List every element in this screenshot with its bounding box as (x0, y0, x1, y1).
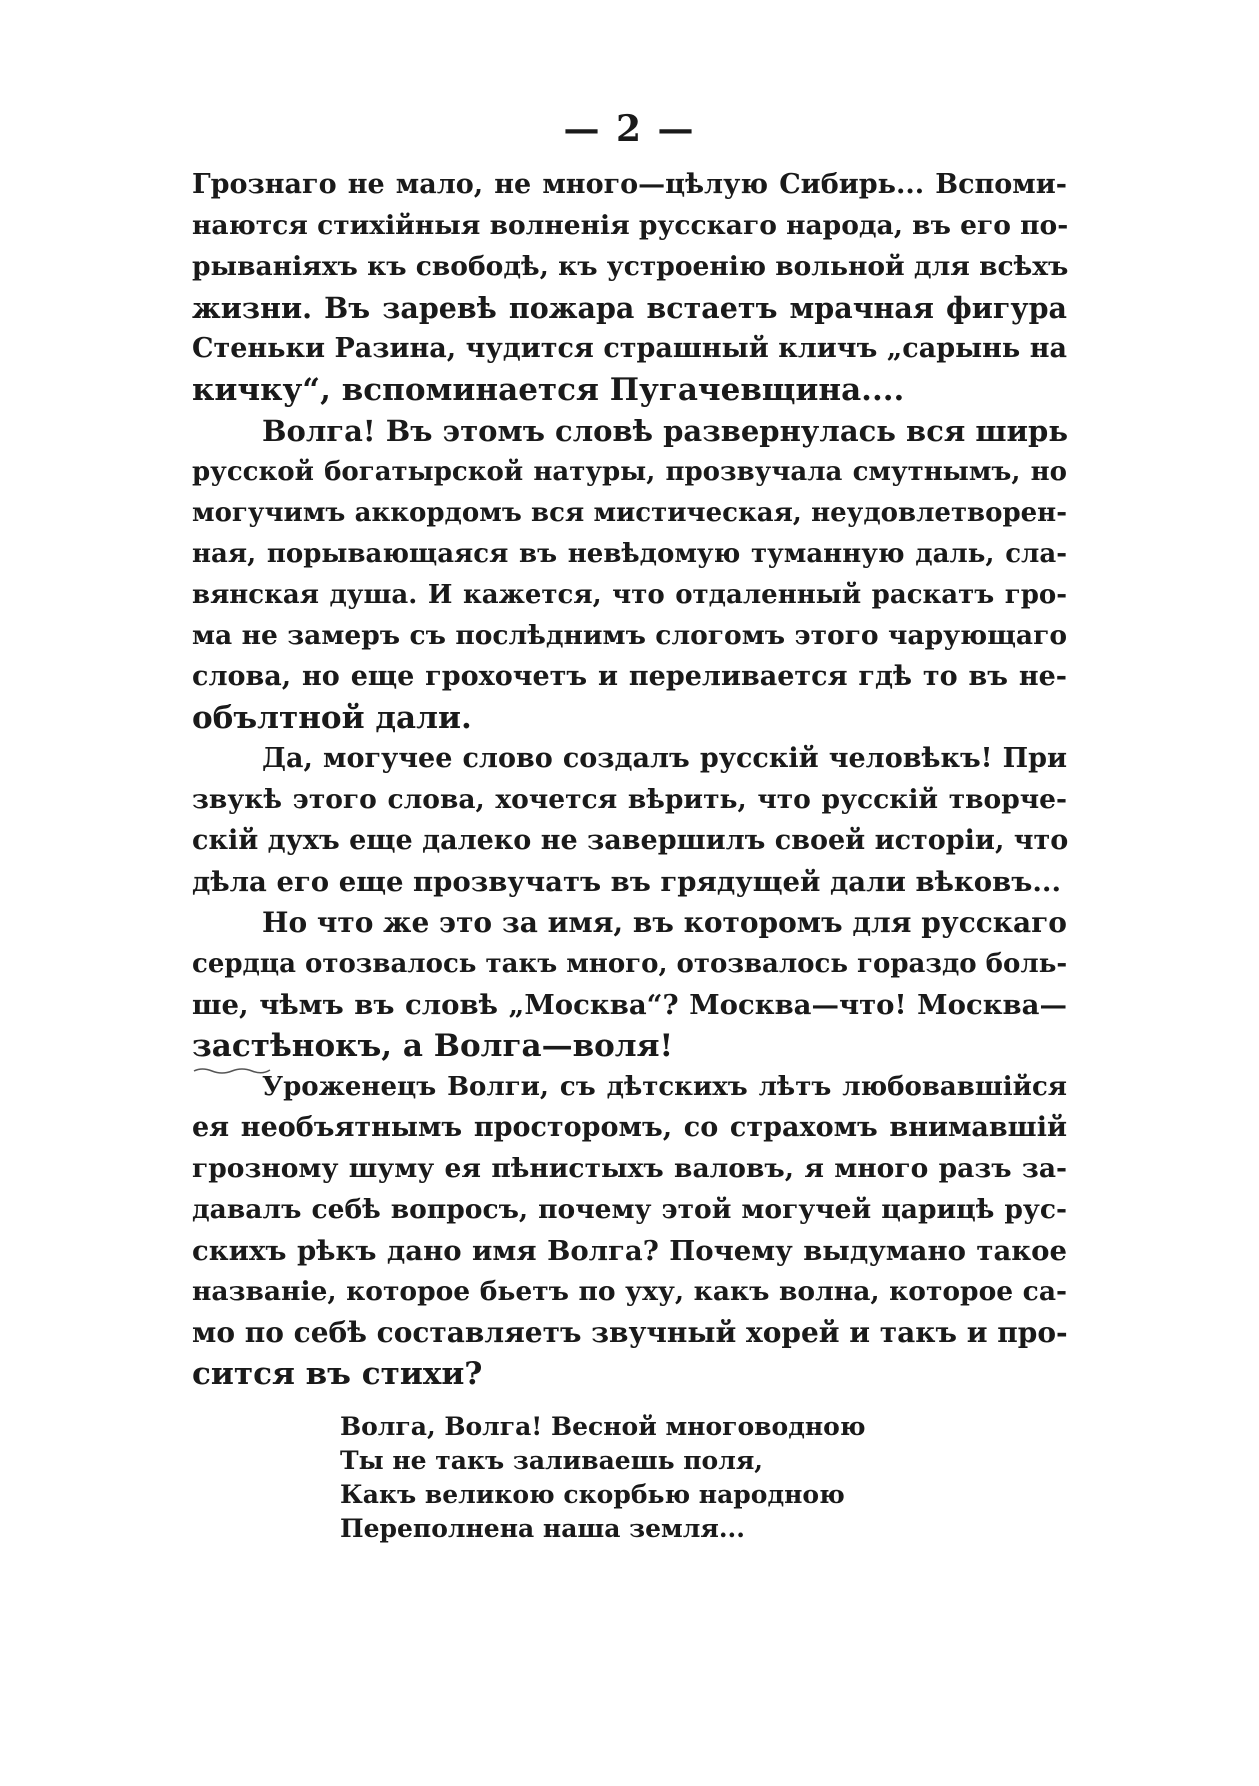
text-line: скихъ рѣкъ дано имя Волга? Почему выдумано такое (192, 1235, 1067, 1267)
text-line: грозному шуму ея пѣнистыхъ валовъ, я много разъ за- (192, 1153, 1067, 1184)
text-line: слова, но еще грохочетъ и переливается гдѣ то въ не- (192, 661, 1067, 692)
text-line: обълтной дали. (192, 700, 472, 736)
text-line: рываніяхъ къ свободѣ, къ устроенію вольной для всѣхъ (192, 251, 1069, 282)
text-line: кичку“, вспоминается Пугачевщина.... (192, 372, 905, 408)
text-line: жизни. Въ заревѣ пожара встаетъ мрачная фигура (192, 291, 1067, 325)
text-line: ма не замеръ съ послѣднимъ слогомъ этого чарующаго (192, 620, 1067, 651)
text-line: застѣнокъ, а Волга—воля! (192, 1028, 674, 1064)
text-line: наются стихійныя волненія русскаго народа, въ его по- (192, 210, 1069, 241)
text-line: русской богатырской натуры, прозвучала смутнымъ, но (192, 457, 1067, 487)
text-line: мо по себѣ составляетъ звучный хорей и такъ и про- (192, 1316, 1068, 1349)
text-line: ная, порывающаяся въ невѣдомую туманную даль, сла- (192, 539, 1067, 569)
text-line: сится въ стихи? (192, 1356, 483, 1392)
text-line: Да, могучее слово создалъ русскій человѣкъ! При (262, 743, 1067, 774)
text-line: Грознаго не мало, не много—цѣлую Сибирь... Вспоми- (192, 169, 1067, 200)
page-number: — 2 — (563, 108, 696, 150)
text-line: Уроженецъ Волги, съ дѣтскихъ лѣтъ любовавшійся (262, 1072, 1067, 1102)
text-line: сердца отозвалось такъ много, отозвалось гораздо боль- (192, 949, 1068, 979)
text-line: названіе, которое бьетъ по уху, какъ волна, которое са- (192, 1276, 1067, 1307)
verse-line: Волга, Волга! Весной многоводною (340, 1412, 866, 1441)
text-line: Но что же это за имя, въ которомъ для русскаго (262, 906, 1067, 939)
verse-line: Переполнена наша земля... (340, 1514, 745, 1543)
text-line: ея необъятнымъ просторомъ, со страхомъ внимавшій (192, 1112, 1067, 1143)
text-line: звукѣ этого слова, хочется вѣрить, что русскій творче- (192, 784, 1067, 815)
text-line: давалъ себѣ вопросъ, почему этой могучей царицѣ рус- (192, 1194, 1067, 1225)
text-line: Стеньки Разина, чудится страшный кличъ „сарынь на (192, 333, 1067, 364)
text-line: вянская душа. И кажется, что отдаленный раскатъ гро- (192, 580, 1067, 610)
pencil-mark (192, 1066, 272, 1074)
text-line: могучимъ аккордомъ вся мистическая, неудовлетворен- (192, 498, 1067, 528)
text-line: дѣла его еще прозвучатъ въ грядущей дали вѣковъ... (192, 866, 1062, 898)
verse-line: Какъ великою скорбью народною (340, 1480, 845, 1509)
text-line: Волга! Въ этомъ словѣ развернулась вся ширь (262, 414, 1069, 448)
text-line: скій духъ еще далеко не завершилъ своей исторіи, что (192, 825, 1069, 856)
text-line: ше, чѣмъ въ словѣ „Москва“? Москва—что! Москва— (192, 989, 1067, 1021)
verse-line: Ты не такъ заливаешь поля, (340, 1446, 764, 1475)
